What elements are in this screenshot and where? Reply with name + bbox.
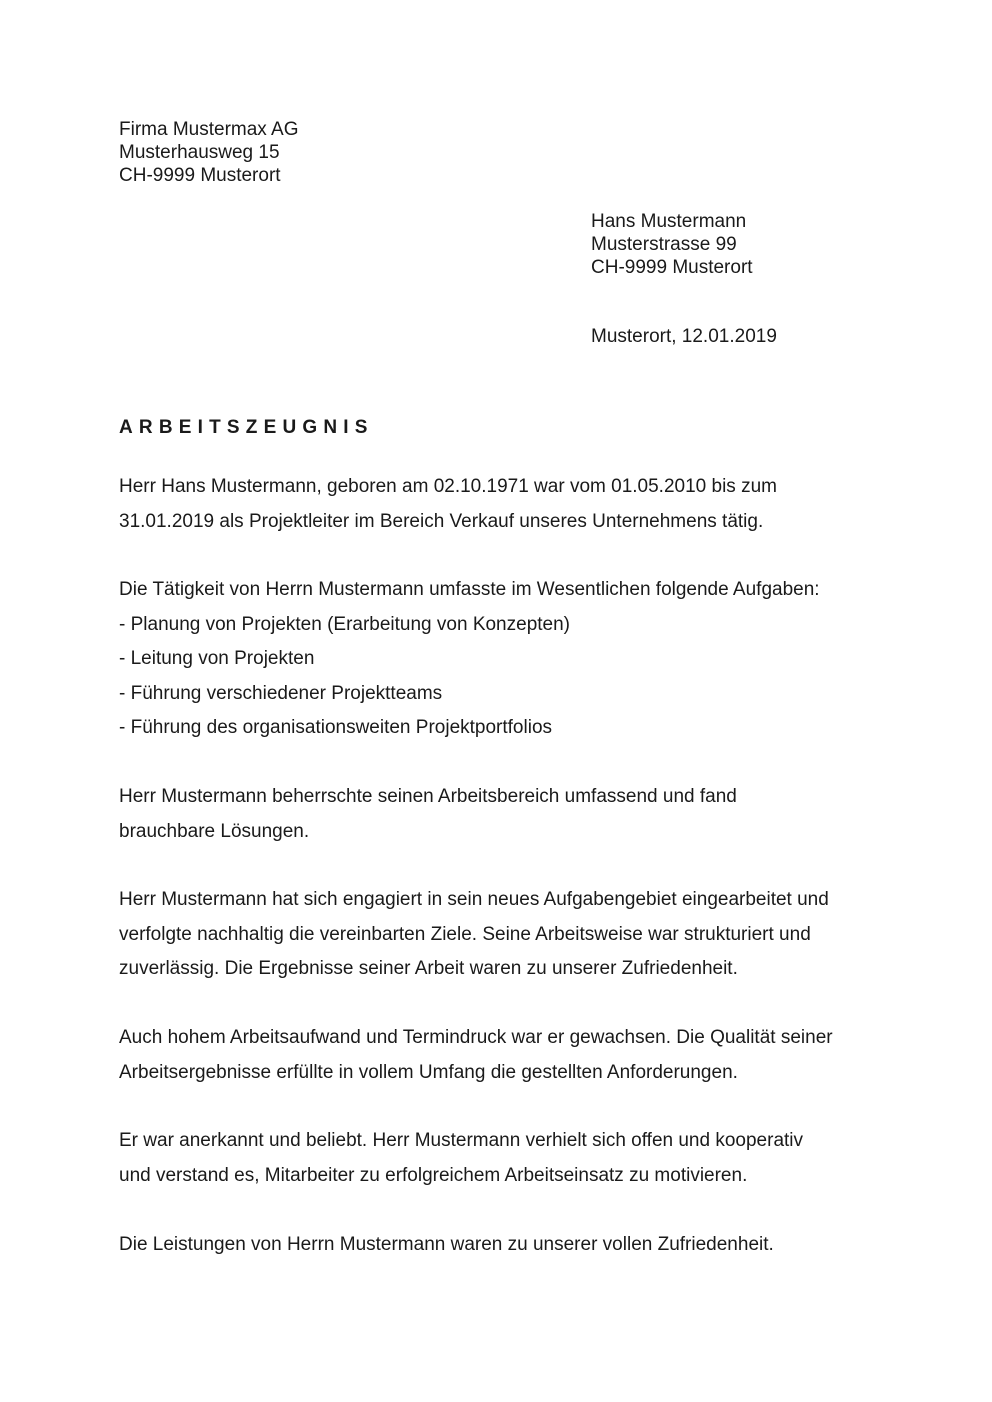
task-item: - Führung des organisationsweiten Projektportfolios [119,717,553,738]
tasks-intro: Die Tätigkeit von Herrn Mustermann umfasste im Wesentlichen folgende Aufgaben: [119,579,820,600]
task-item: - Leitung von Projekten [119,648,315,669]
recipient-city: CH-9999 Musterort [591,257,753,278]
paragraph-intro [119,470,889,539]
sender-address [119,118,298,187]
recipient-street: Musterstrasse 99 [591,234,737,255]
task-item: - Planung von Projekten (Erarbeitung von Konzepten) [119,613,570,635]
paragraph-summary [119,1228,889,1263]
paragraph-line: Auch hohem Arbeitsaufwand und Termindruck war er gewachsen. Die Qualität seiner [119,1027,833,1048]
paragraph-line: 31.01.2019 als Projektleiter im Bereich Verkauf unseres Unternehmens tätig. [119,510,764,532]
recipient-address [591,210,753,279]
paragraph-engagement [119,883,889,987]
paragraph-line: verfolgte nachhaltig die vereinbarten Ziele. Seine Arbeitsweise war strukturiert und [119,923,811,945]
paragraph-line: Arbeitsergebnisse erfüllte in vollem Umfang die gestellten Anforderungen. [119,1061,738,1083]
sender-street: Musterhausweg 15 [119,142,280,163]
paragraph-mastery [119,780,889,849]
paragraph-line: zuverlässig. Die Ergebnisse seiner Arbeit waren zu unserer Zufriedenheit. [119,958,738,979]
sender-company: Firma Mustermax AG [119,119,299,140]
paragraph-line: brauchbare Lösungen. [119,820,310,842]
paragraph-line: Die Leistungen von Herrn Mustermann waren zu unserer vollen Zufriedenheit. [119,1234,774,1255]
paragraph-behavior [119,1124,889,1193]
task-item: - Führung verschiedener Projektteams [119,682,443,704]
sender-city: CH-9999 Musterort [119,165,281,186]
paragraph-line: Herr Mustermann hat sich engagiert in sein neues Aufgabengebiet eingearbeitet und [119,889,829,910]
paragraph-line: und verstand es, Mitarbeiter zu erfolgreichem Arbeitseinsatz zu motivieren. [119,1164,748,1186]
paragraph-line: Herr Mustermann beherrschte seinen Arbeitsbereich umfassend und fand [119,786,737,807]
recipient-name: Hans Mustermann [591,211,747,232]
letter-date: Musterort, 12.01.2019 [591,326,777,347]
paragraph-line: Er war anerkannt und beliebt. Herr Mustermann verhielt sich offen und kooperativ [119,1130,804,1151]
paragraph-workload [119,1021,889,1090]
document-title: ARBEITSZEUGNIS [119,417,374,438]
paragraph-line: Herr Hans Mustermann, geboren am 02.10.1971 war vom 01.05.2010 bis zum [119,476,777,497]
paragraph-tasks [119,573,889,746]
